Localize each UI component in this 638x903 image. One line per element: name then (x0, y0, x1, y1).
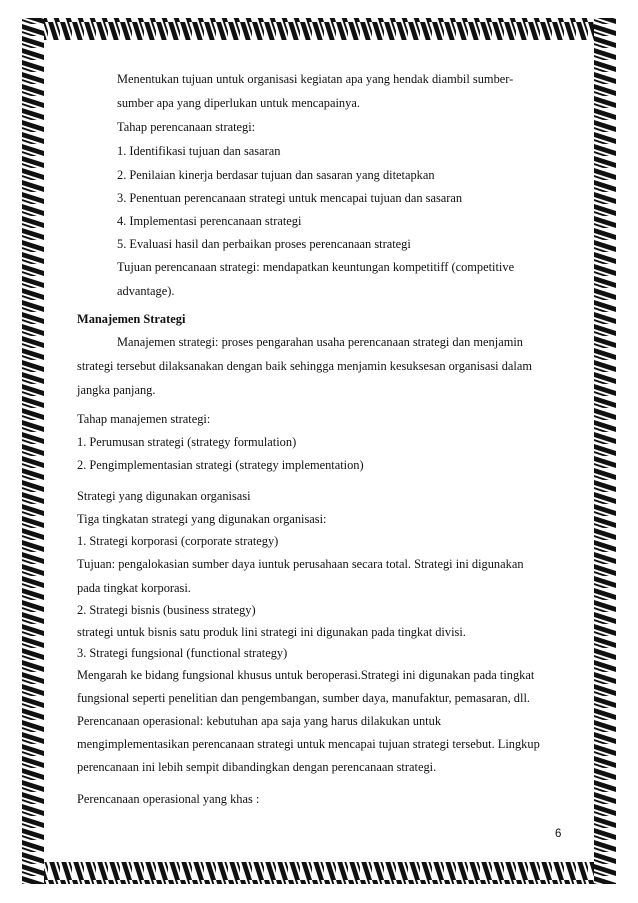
text-line: perencanaan ini lebih sempit dibandingkan dengan perencanaan strategi. (77, 760, 437, 774)
text-line: Perencanaan operasional: kebutuhan apa saja yang harus dilakukan untuk (77, 714, 442, 728)
list-item: 1. Identifikasi tujuan dan sasaran (117, 144, 281, 158)
text-line: Tahap manajemen strategi: (77, 412, 211, 426)
text-line: Tiga tingkatan strategi yang digunakan organisasi: (77, 512, 327, 526)
text-line: Strategi yang digunakan organisasi (77, 489, 251, 503)
text-line: sumber apa yang diperlukan untuk mencapainya. (117, 96, 360, 110)
list-item: 2. Penilaian kinerja berdasar tujuan dan sasaran yang ditetapkan (117, 168, 435, 182)
list-item: 3. Strategi fungsional (functional strategy) (77, 646, 288, 660)
list-item: 1. Strategi korporasi (corporate strategy) (77, 534, 279, 548)
text-line: strategi untuk bisnis satu produk lini strategi ini digunakan pada tingkat divisi. (77, 625, 466, 639)
page-number: 6 (555, 828, 562, 840)
list-item: 5. Evaluasi hasil dan perbaikan proses perencanaan strategi (117, 237, 411, 251)
text-line: fungsional seperti penelitian dan pengembangan, sumber daya, manufaktur, pemasaran, dll. (77, 691, 530, 705)
text-line: Tahap perencanaan strategi: (117, 120, 256, 134)
text-line: mengimplementasikan perencanaan strategi untuk mencapai tujuan strategi tersebut. Lingkup (77, 737, 540, 751)
text-line: Tujuan perencanaan strategi: mendapatkan keuntungan kompetitiff (competitive (117, 260, 515, 274)
list-item: 4. Implementasi perencanaan strategi (117, 214, 302, 228)
text-line: Menentukan tujuan untuk organisasi kegiatan apa yang hendak diambil sumber- (117, 72, 514, 86)
text-line: Mengarah ke bidang fungsional khusus untuk beroperasi.Strategi ini digunakan pada tingkat (77, 668, 535, 682)
list-item: 2. Strategi bisnis (business strategy) (77, 603, 256, 617)
text-line: jangka panjang. (77, 383, 156, 397)
list-item: 3. Penentuan perencanaan strategi untuk mencapai tujuan dan sasaran (117, 191, 463, 205)
list-item: 1. Perumusan strategi (strategy formulation) (77, 435, 297, 449)
text-line: pada tingkat korporasi. (77, 581, 191, 595)
text-line: strategi tersebut dilaksanakan dengan baik sehingga menjamin kesuksesan organisasi dalam (77, 359, 532, 373)
text-line: Manajemen strategi: proses pengarahan usaha perencanaan strategi dan menjamin (117, 335, 523, 349)
text-line: advantage). (117, 284, 175, 298)
list-item: 2. Pengimplementasian strategi (strategy implementation) (77, 458, 364, 472)
text-line: Perencanaan operasional yang khas : (77, 792, 260, 806)
text-line: Tujuan: pengalokasian sumber daya iuntuk perusahaan secara total. Strategi ini digunakan (77, 557, 524, 571)
section-heading: Manajemen Strategi (77, 312, 186, 326)
